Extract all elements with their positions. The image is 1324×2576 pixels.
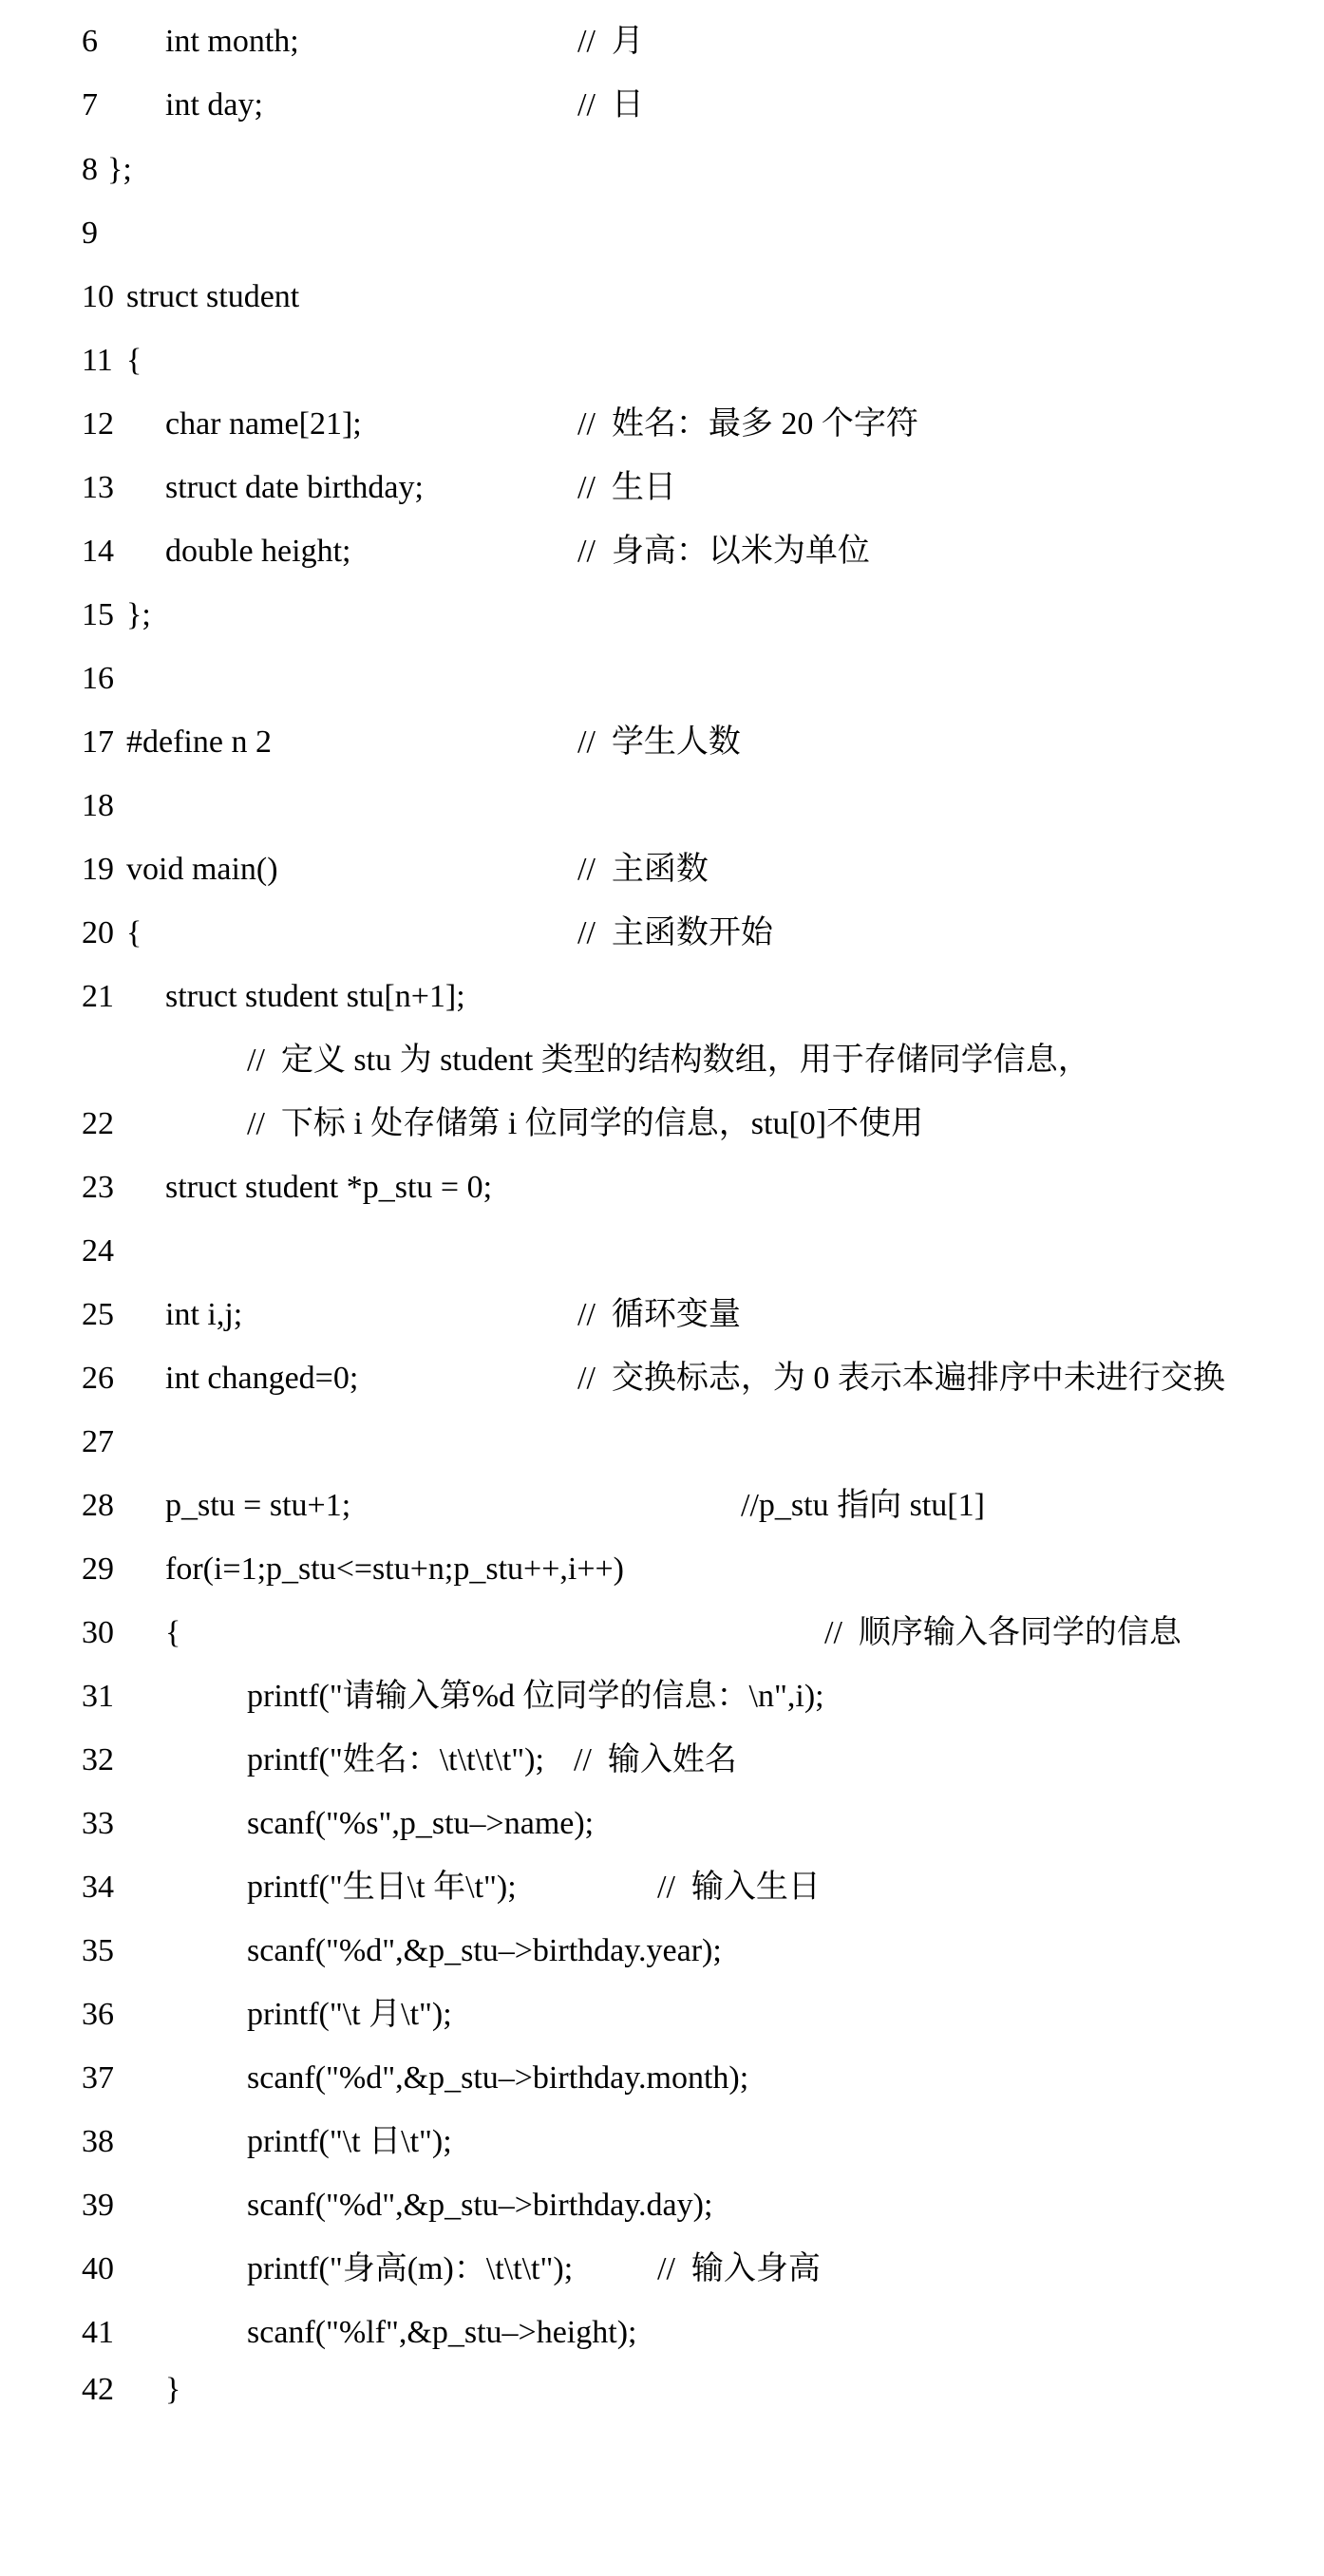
line-number: 28 [82, 1488, 114, 1523]
line-number: 14 [82, 534, 114, 569]
code-line [0, 1352, 1324, 1405]
code-comment: // 定义 stu 为 student 类型的结构数组，用于存储同学信息， [247, 1043, 1090, 1078]
code-comment: // 交换标志，为 0 表示本遍排序中未进行交换 [577, 1361, 1225, 1396]
line-number: 39 [82, 2188, 114, 2223]
line-number: 15 [82, 597, 114, 632]
code-line [0, 15, 1324, 68]
code-line [0, 1098, 1324, 1151]
code-line [0, 1988, 1324, 2041]
code-comment: // 输入生日 [657, 1870, 821, 1905]
code-line [0, 589, 1324, 642]
code-line [0, 271, 1324, 324]
code-comment: // 月 [577, 24, 644, 59]
code-line [0, 716, 1324, 769]
code-comment: // 输入姓名 [574, 1742, 737, 1777]
code-line [0, 461, 1324, 515]
code-line [0, 2363, 1324, 2416]
code-line [0, 2115, 1324, 2169]
code-text: printf("生日\t 年\t"); [247, 1870, 517, 1905]
code-line [0, 1670, 1324, 1723]
code-line [0, 1797, 1324, 1851]
code-text: int month; [165, 24, 299, 59]
code-text: scanf("%lf",&p_stu–>height); [247, 2315, 637, 2350]
code-line [0, 143, 1324, 197]
code-text: printf("请输入第%d 位同学的信息：\n",i); [247, 1679, 824, 1714]
code-text: scanf("%s",p_stu–>name); [247, 1806, 595, 1841]
line-number: 34 [82, 1870, 114, 1905]
line-number: 42 [82, 2372, 114, 2407]
code-comment: // 循环变量 [577, 1297, 741, 1332]
line-number: 17 [82, 724, 114, 760]
code-comment: // 主函数 [577, 852, 709, 887]
code-text: { [126, 343, 142, 378]
line-number: 41 [82, 2315, 114, 2350]
line-number: 35 [82, 1933, 114, 1968]
code-text: struct student *p_stu = 0; [165, 1170, 493, 1205]
code-text: char name[21]; [165, 406, 362, 442]
code-text: }; [107, 152, 132, 187]
code-line [0, 1225, 1324, 1278]
code-text: printf("\t 日\t"); [247, 2124, 452, 2159]
code-text: int day; [165, 87, 263, 122]
line-number: 13 [82, 470, 114, 505]
line-number: 8 [82, 152, 98, 187]
code-line [0, 1607, 1324, 1660]
line-number: 19 [82, 852, 114, 887]
code-text: { [126, 915, 142, 950]
code-text: #define n 2 [126, 724, 272, 760]
code-text: { [165, 1615, 181, 1650]
code-line [0, 970, 1324, 1024]
line-number: 27 [82, 1424, 114, 1459]
line-number: 22 [82, 1106, 114, 1141]
code-text: double height; [165, 534, 351, 569]
line-number: 25 [82, 1297, 114, 1332]
code-text: struct student [126, 279, 300, 314]
line-number: 21 [82, 979, 114, 1014]
code-text: printf("身高(m)：\t\t\t"); [247, 2251, 574, 2286]
code-line [0, 652, 1324, 705]
code-comment: // 主函数开始 [577, 915, 773, 950]
line-number: 23 [82, 1170, 114, 1205]
code-text: printf("姓名：\t\t\t\t"); [247, 1742, 544, 1777]
code-line [0, 1479, 1324, 1532]
code-text: p_stu = stu+1; [165, 1488, 351, 1523]
code-comment: // 姓名：最多 20 个字符 [577, 406, 918, 442]
code-line [0, 79, 1324, 132]
code-line [0, 334, 1324, 387]
code-line [0, 207, 1324, 260]
code-text: int changed=0; [165, 1361, 359, 1396]
line-number: 7 [82, 87, 98, 122]
code-text: int i,j; [165, 1297, 243, 1332]
line-number: 9 [82, 216, 98, 251]
code-line [0, 1416, 1324, 1469]
code-line [0, 907, 1324, 960]
line-number: 24 [82, 1233, 114, 1269]
code-text: scanf("%d",&p_stu–>birthday.year); [247, 1933, 722, 1968]
code-text: scanf("%d",&p_stu–>birthday.day); [247, 2188, 713, 2223]
code-comment: // 学生人数 [577, 724, 741, 760]
line-number: 30 [82, 1615, 114, 1650]
code-line [0, 2243, 1324, 2296]
code-comment: // 身高：以米为单位 [577, 534, 870, 569]
code-line [0, 1861, 1324, 1914]
code-text: }; [126, 597, 151, 632]
line-number: 18 [82, 788, 114, 823]
code-comment: // 顺序输入各同学的信息 [824, 1615, 1182, 1650]
line-number: 20 [82, 915, 114, 950]
code-line [0, 2179, 1324, 2232]
code-text: } [165, 2372, 181, 2407]
code-comment: // 下标 i 处存储第 i 位同学的信息，stu[0]不使用 [247, 1106, 924, 1141]
code-line [0, 1034, 1324, 1087]
line-number: 12 [82, 406, 114, 442]
line-number: 37 [82, 2060, 114, 2096]
code-text: printf("\t 月\t"); [247, 1997, 452, 2032]
code-text: void main() [126, 852, 278, 887]
code-line [0, 2306, 1324, 2360]
code-line [0, 843, 1324, 896]
code-text: struct student stu[n+1]; [165, 979, 465, 1014]
code-comment: //p_stu 指向 stu[1] [741, 1488, 985, 1523]
line-number: 16 [82, 661, 114, 696]
code-line [0, 2052, 1324, 2105]
line-number: 6 [82, 24, 98, 59]
code-text: scanf("%d",&p_stu–>birthday.month); [247, 2060, 749, 2096]
code-line [0, 1925, 1324, 1978]
line-number: 11 [82, 343, 113, 378]
line-number: 38 [82, 2124, 114, 2159]
code-line [0, 398, 1324, 451]
line-number: 10 [82, 279, 114, 314]
code-line [0, 1288, 1324, 1342]
code-comment: // 输入身高 [657, 2251, 821, 2286]
line-number: 29 [82, 1551, 114, 1587]
code-line [0, 780, 1324, 833]
line-number: 33 [82, 1806, 114, 1841]
code-text: struct date birthday; [165, 470, 424, 505]
line-number: 31 [82, 1679, 114, 1714]
code-line [0, 1543, 1324, 1596]
code-line [0, 1161, 1324, 1214]
code-comment: // 生日 [577, 470, 676, 505]
code-line [0, 1734, 1324, 1787]
code-comment: // 日 [577, 87, 644, 122]
line-number: 40 [82, 2251, 114, 2286]
line-number: 32 [82, 1742, 114, 1777]
code-text: for(i=1;p_stu<=stu+n;p_stu++,i++) [165, 1551, 625, 1587]
code-line [0, 525, 1324, 578]
line-number: 36 [82, 1997, 114, 2032]
line-number: 26 [82, 1361, 114, 1396]
